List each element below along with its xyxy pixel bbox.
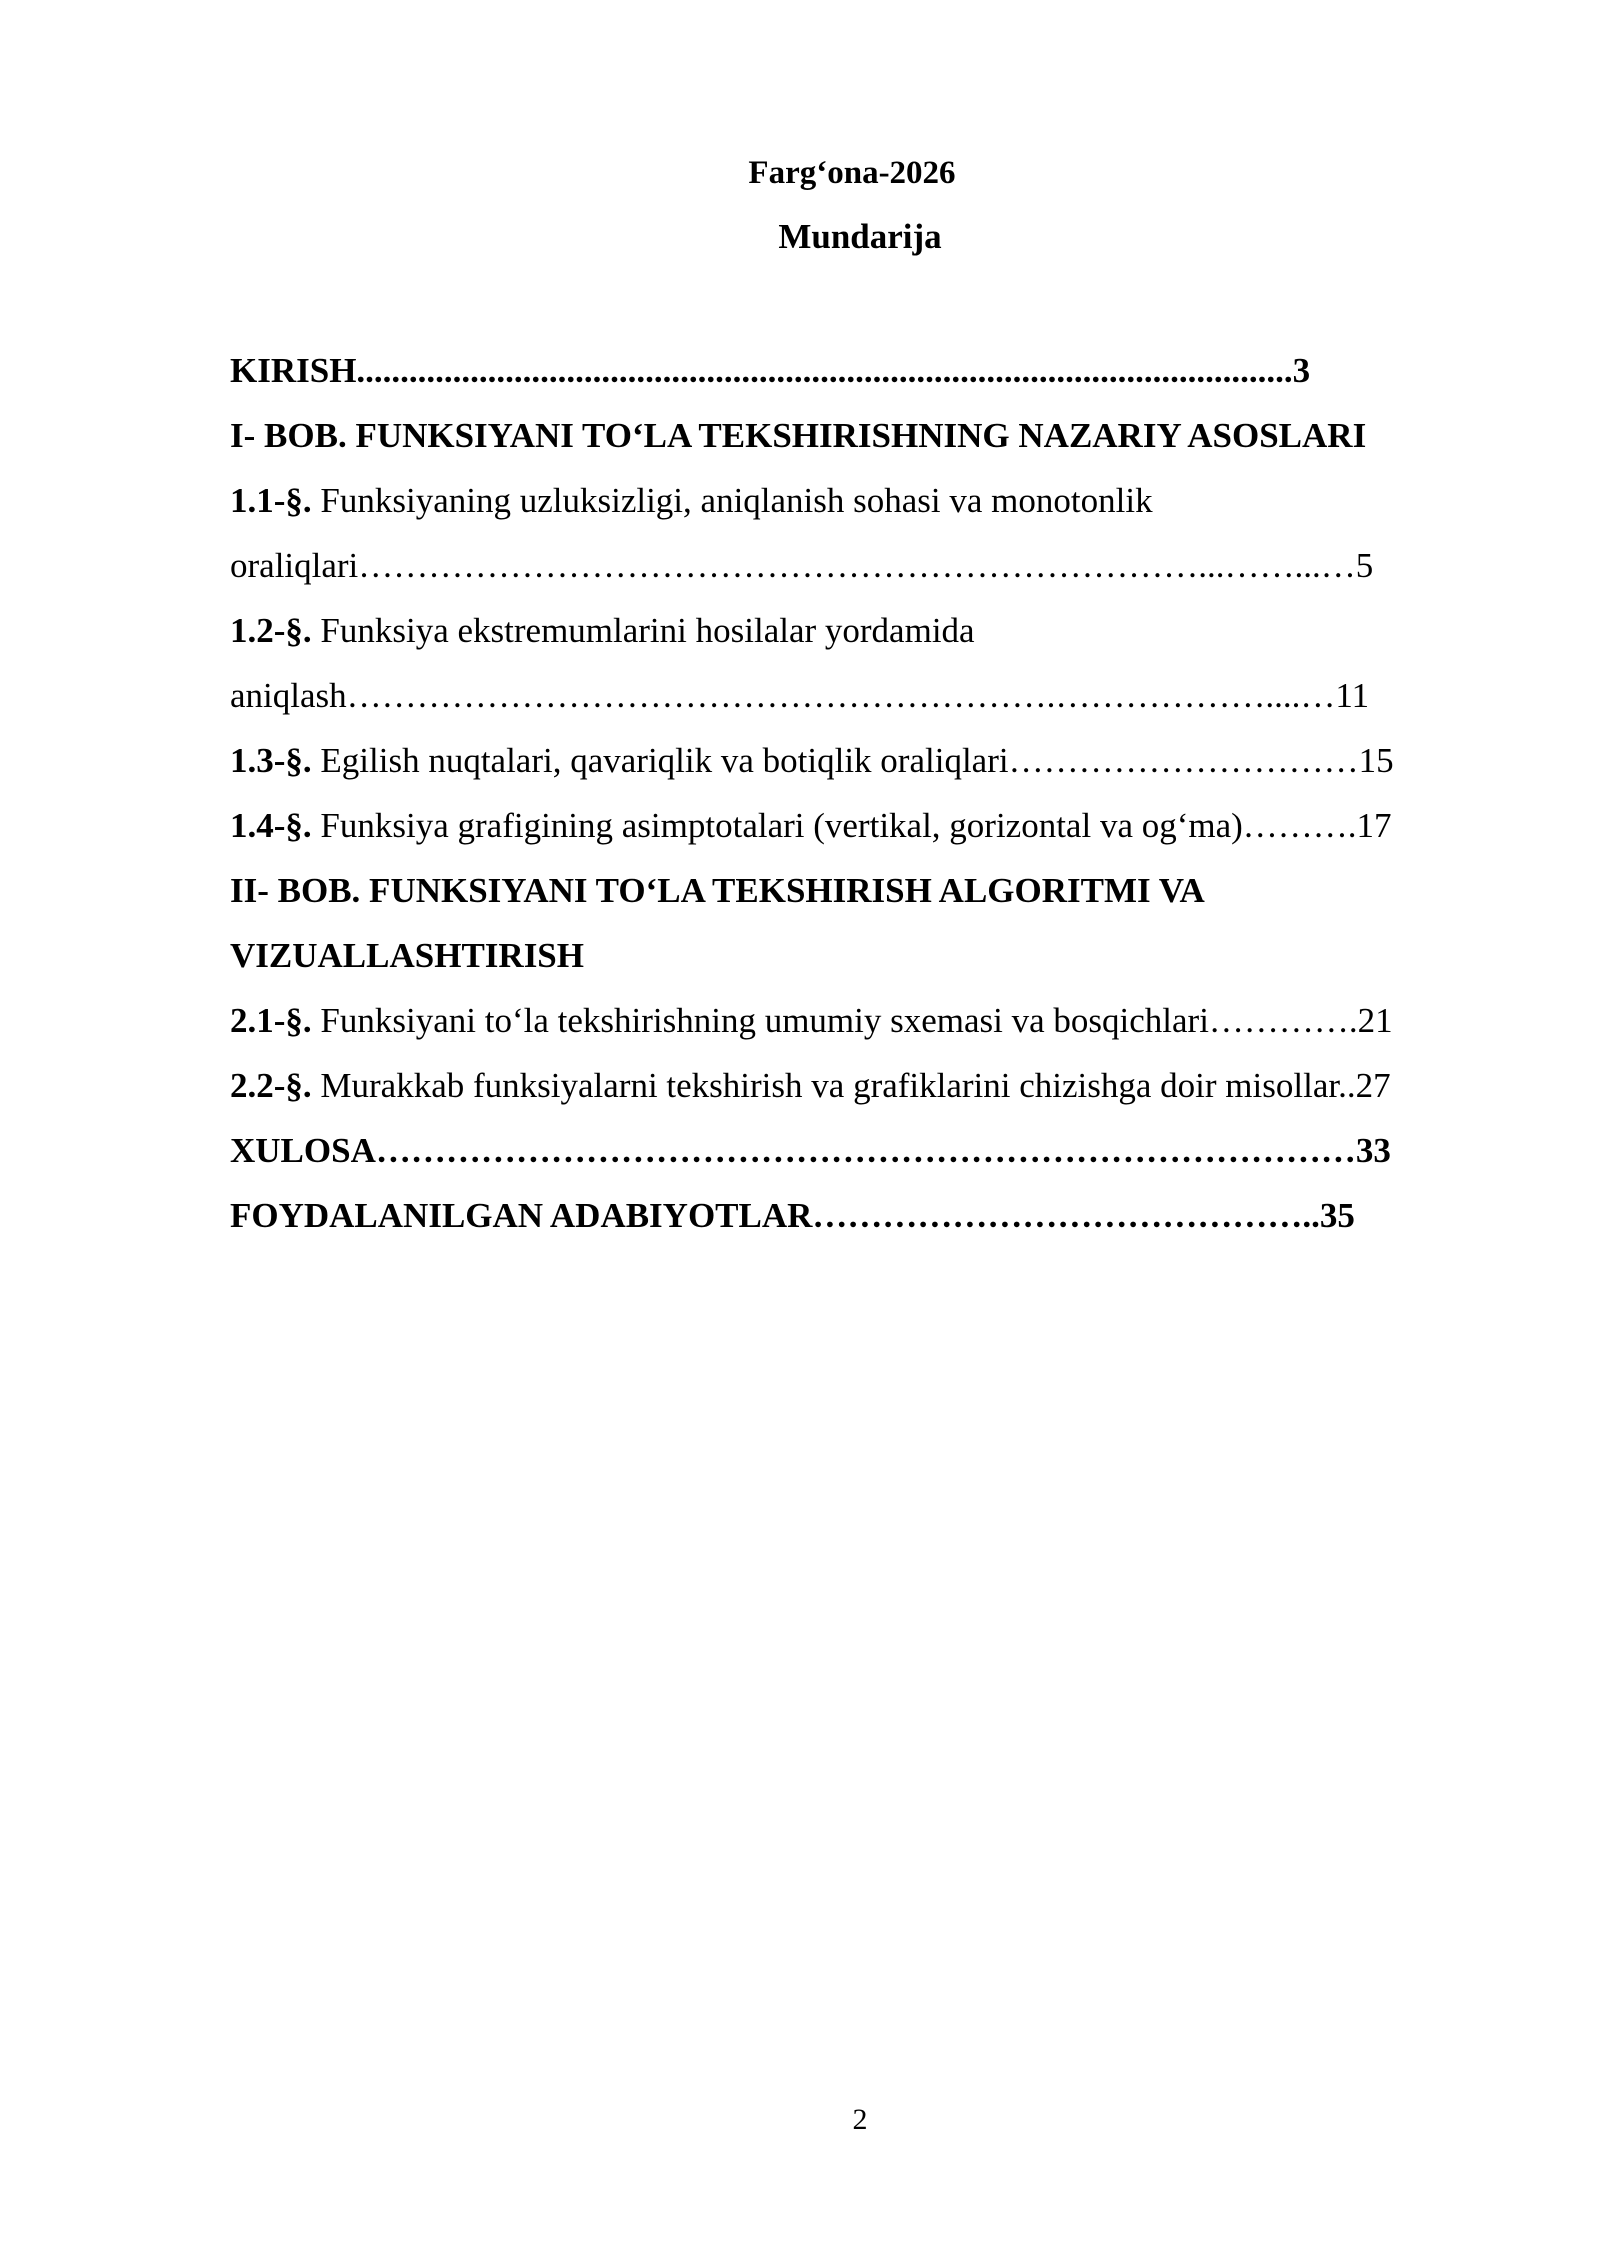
section-title: Murakkab funksiyalarni tekshirish va grafiklarini chizishga doir misollar..27 (311, 1066, 1391, 1105)
section-number: 1.2-§. (230, 611, 312, 650)
page-number: 2 (852, 2103, 868, 2136)
toc-entry-2-1[interactable] (230, 988, 1490, 1053)
section-title: Funksiya ekstremumlarini hosilalar yordamida (311, 611, 975, 650)
section-number: 1.4-§. (230, 806, 312, 845)
toc-title: Mundarija (778, 217, 942, 256)
toc-entry-adabiyotlar[interactable]: FOYDALANILGAN ADABIYOTLAR……………………………………..35 (230, 1196, 1355, 1235)
section-title: Funksiya grafigining asimptotalari (vertikal, gorizontal va og‘ma)……….17 (311, 806, 1392, 845)
toc-entry-1-1-cont[interactable]: oraliqlari………………………………………………………………...……...…5 (230, 546, 1374, 585)
toc-entry-1-1[interactable] (230, 468, 1490, 533)
section-number: 1.3-§. (230, 741, 312, 780)
toc-chapter-1[interactable]: I- BOB. FUNKSIYANI TO‘LA TEKSHIRISHNING NAZARIY ASOSLARI (230, 416, 1367, 455)
toc-entry-1-2-cont[interactable]: aniqlash…………………………………………………….………………....…11 (230, 676, 1370, 715)
toc-entry-1-4[interactable] (230, 793, 1490, 858)
section-number: 1.1-§. (230, 481, 312, 520)
toc-entry-xulosa[interactable]: XULOSA…………………………………………………………………………33 (230, 1131, 1391, 1170)
toc-entry-2-2[interactable] (230, 1053, 1490, 1118)
table-of-contents (230, 338, 1490, 1248)
section-title: Egilish nuqtalari, qavariqlik va botiqlik oraliqlari…………………………15 (311, 741, 1394, 780)
section-title: Funksiyani to‘la tekshirishning umumiy sxemasi va bosqichlari………….21 (311, 1001, 1393, 1040)
section-number: 2.2-§. (230, 1066, 312, 1105)
toc-entry-1-2[interactable] (230, 598, 1490, 663)
toc-entry-kirish[interactable]: KIRISH...........................................................................................................3 (230, 351, 1311, 390)
section-number: 2.1-§. (230, 1001, 312, 1040)
toc-entry-1-3[interactable] (230, 728, 1490, 793)
section-title: Funksiyaning uzluksizligi, aniqlanish sohasi va monotonlik (311, 481, 1153, 520)
toc-chapter-2[interactable]: II- BOB. FUNKSIYANI TO‘LA TEKSHIRISH ALGORITMI VA (230, 871, 1205, 910)
city-year-heading: Farg‘ona-2026 (748, 155, 956, 191)
toc-chapter-2-cont[interactable]: VIZUALLASHTIRISH (230, 936, 584, 975)
